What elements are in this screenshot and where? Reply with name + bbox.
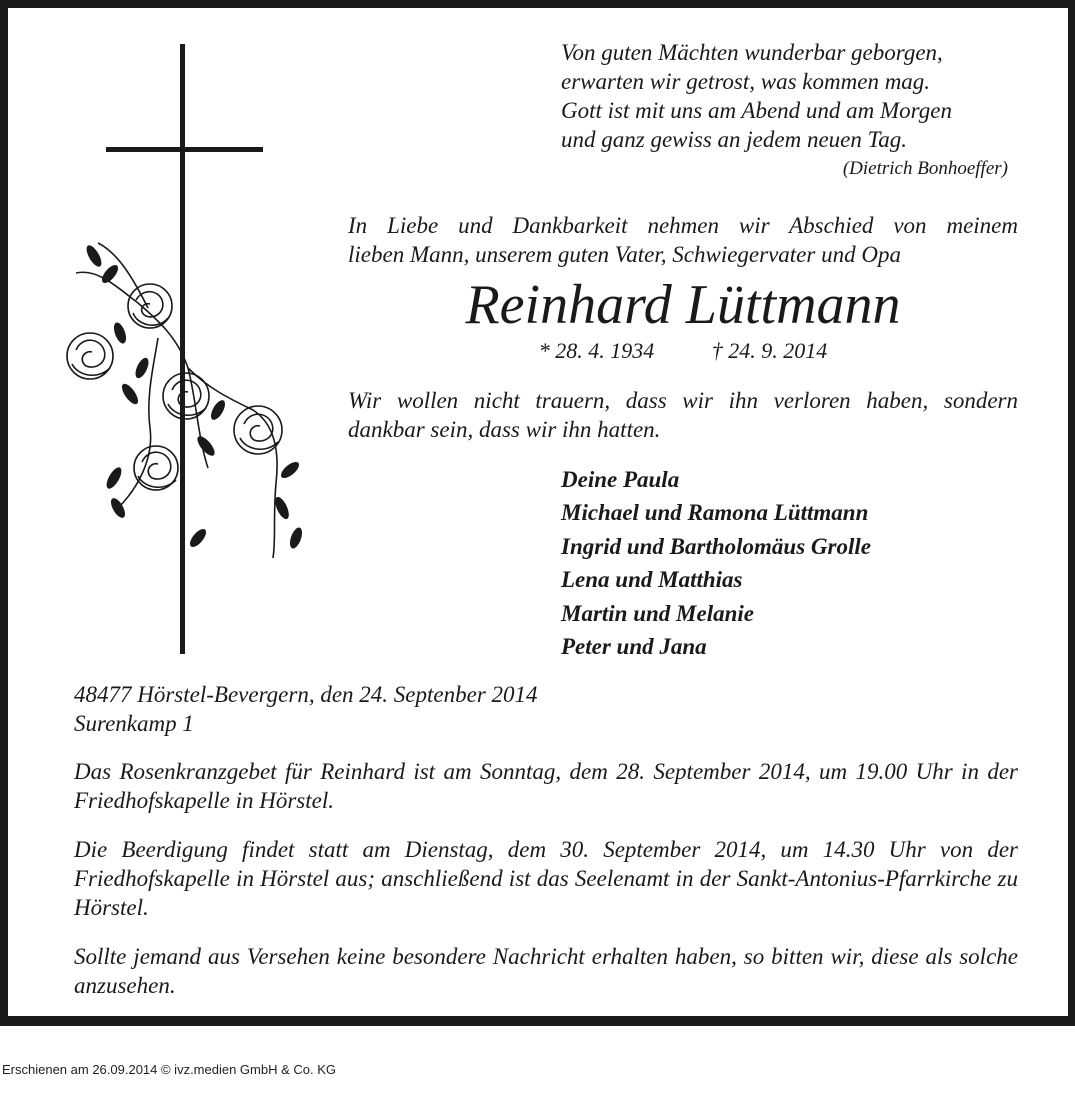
intro-line-1: In Liebe und Dankbarkeit nehmen wir Abschied von meinem bbox=[348, 213, 1018, 238]
poem-line: Gott ist mit uns am Abend und am Morgen bbox=[561, 98, 952, 123]
family-member: Ingrid und Bartholomäus Grolle bbox=[561, 533, 871, 559]
poem-line: erwarten wir getrost, was kommen mag. bbox=[561, 69, 931, 94]
cross-icon bbox=[106, 44, 263, 654]
birth-date: * 28. 4. 1934 bbox=[538, 338, 655, 363]
funeral-paragraph: Die Beerdigung findet statt am Dienstag, dem 30. September 2014, um 14.30 Uhr von der Friedhofskapelle in Hörstel aus; anschließend ist das Seelenamt in der Sankt-Antonius-Pfarrkirche zu Hörstel. bbox=[74, 837, 1018, 920]
poem bbox=[561, 38, 952, 154]
address-line-1: 48477 Hörstel-Bevergern, den 24. Septenber 2014 bbox=[74, 682, 538, 707]
poem-author: (Dietrich Bonhoeffer) bbox=[842, 158, 1008, 179]
notice-paragraph: Sollte jemand aus Versehen keine besondere Nachricht erhalten haben, so bitten wir, diese als solche anzusehen. bbox=[74, 944, 1018, 998]
family-member: Michael und Ramona Lüttmann bbox=[561, 500, 869, 526]
intro-line-2: lieben Mann, unserem guten Vater, Schwiegervater und Opa bbox=[348, 242, 901, 267]
poem-line: Von guten Mächten wunderbar geborgen, bbox=[561, 40, 943, 65]
publication-footer: Erschienen am 26.09.2014 © ivz.medien GmbH & Co. KG bbox=[2, 1062, 337, 1077]
life-dates bbox=[348, 338, 1018, 364]
quote-line-1: Wir wollen nicht trauern, dass wir ihn verloren haben, sondern bbox=[348, 388, 1018, 413]
family-member: Martin und Melanie bbox=[561, 600, 754, 626]
rosary-paragraph: Das Rosenkranzgebet für Reinhard ist am Sonntag, dem 28. September 2014, um 19.00 Uhr in der Friedhofskapelle in Hörstel. bbox=[74, 759, 1018, 813]
deceased-name: Reinhard Lüttmann bbox=[465, 274, 901, 336]
death-date: † 24. 9. 2014 bbox=[711, 338, 828, 363]
roses-illustration bbox=[67, 243, 282, 558]
address bbox=[74, 680, 538, 738]
family-member: Lena und Matthias bbox=[561, 567, 743, 593]
family-member: Peter und Jana bbox=[561, 634, 707, 660]
cross-with-roses-illustration bbox=[58, 38, 318, 658]
family-member: Deine Paula bbox=[561, 467, 680, 492]
family-list bbox=[561, 463, 871, 663]
poem-line: und ganz gewiss an jedem neuen Tag. bbox=[561, 127, 908, 152]
quote-line-2: dankbar sein, dass wir ihn hatten. bbox=[348, 417, 661, 442]
address-line-2: Surenkamp 1 bbox=[74, 711, 194, 736]
